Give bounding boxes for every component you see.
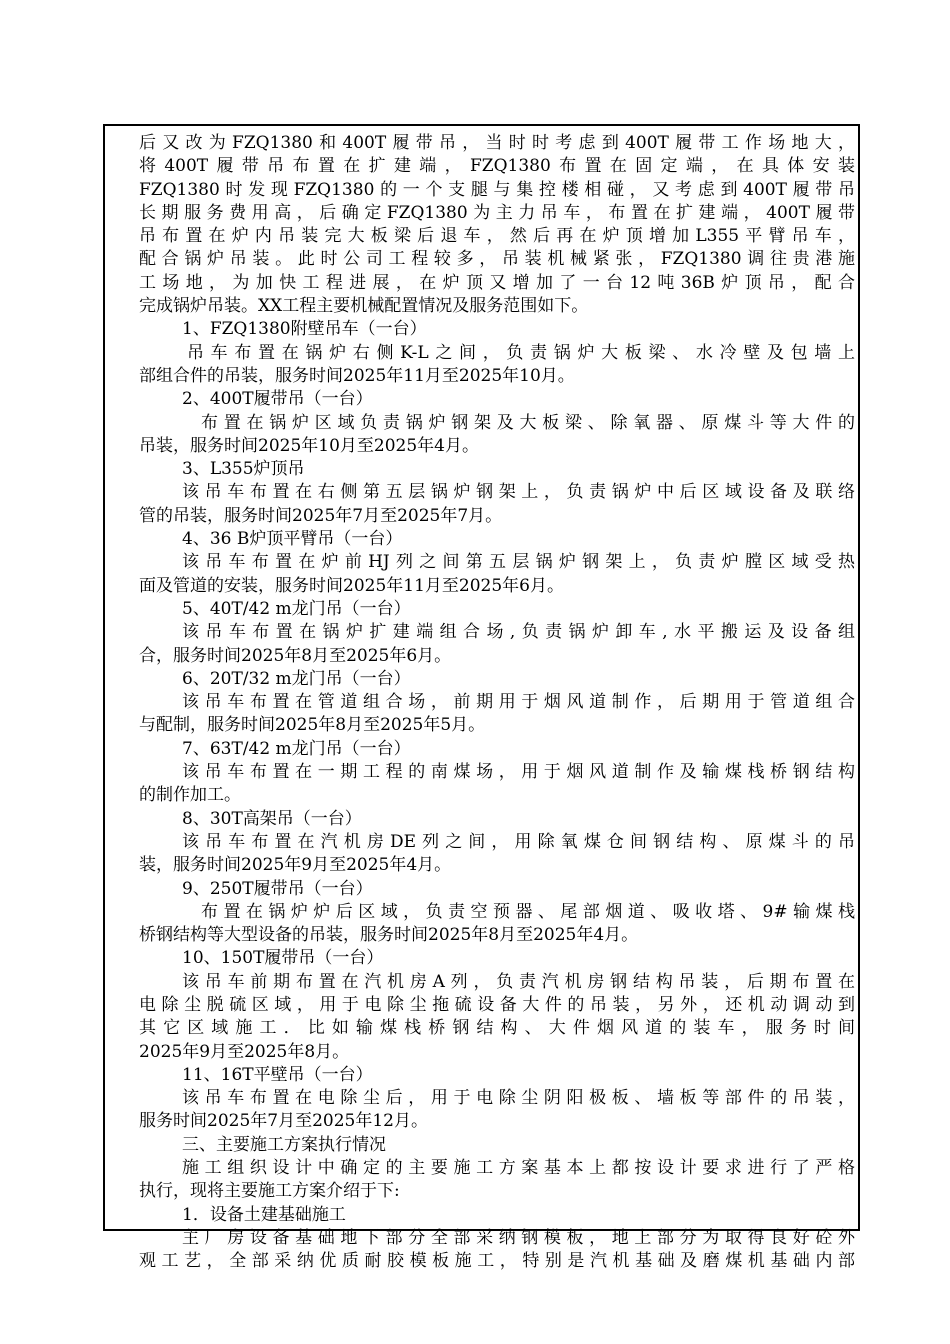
text-line: 该吊车布置在锅炉扩建端组合场,负责锅炉卸车,水平搬运及设备组 xyxy=(182,622,855,643)
text-line: 2025年9月至2025年8月。 xyxy=(139,1041,350,1062)
text-line: 施工组织设计中确定的主要施工方案基本上都按设计要求进行了严格 xyxy=(182,1158,855,1179)
text-line: 3、L355炉顶吊 xyxy=(182,459,305,480)
text-line: 三、主要施工方案执行情况 xyxy=(182,1134,386,1155)
text-line: 桥钢结构等大型设备的吊装，服务时间2025年8月至2025年4月。 xyxy=(139,925,639,946)
text-line: 9、250T履带吊（一台） xyxy=(182,878,373,899)
text-line: 部组合件的吊装，服务时间2025年11月至2025年10月。 xyxy=(139,365,575,386)
text-line: 工场地，为加快工程进展，在炉顶又增加了一台12吨36B炉顶吊，配合 xyxy=(139,272,855,293)
text-line: 观工艺，全部采纳优质耐胶模板施工，特别是汽机基础及磨煤机基础内部 xyxy=(139,1251,855,1272)
text-line: 合，服务时间2025年8月至2025年6月。 xyxy=(139,645,452,666)
text-line: 执行，现将主要施工方案介绍于下: xyxy=(139,1181,400,1202)
text-line: 完成锅炉吊装。XX工程主要机械配置情况及服务范围如下。 xyxy=(139,296,589,317)
text-line: 服务时间2025年7月至2025年12月。 xyxy=(139,1111,428,1132)
text-line: 电除尘脱硫区域，用于电除尘拖硫设备大件的吊装，另外，还机动调动到 xyxy=(139,994,855,1015)
text-line: 其它区域施工．比如输煤栈桥钢结构、大件烟风道的装车，服务时间 xyxy=(139,1018,855,1039)
text-line: 主厂房设备基础地下部分全部采纳钢模板，地上部分为取得良好砼外 xyxy=(182,1227,855,1248)
text-line: 装，服务时间2025年9月至2025年4月。 xyxy=(139,855,452,876)
text-line: 吊布置在炉内吊装完大板梁后退车，然后再在炉顶增加L355平臂吊车， xyxy=(139,226,855,247)
text-line: 后又改为FZQ1380和400T履带吊，当时时考虑到400T履带工作场地大， xyxy=(139,133,855,153)
text-line: 与配制，服务时间2025年8月至2025年5月。 xyxy=(139,715,486,736)
text-line: 配合锅炉吊装。此时公司工程较多，吊装机械紧张，FZQ1380调往贵港施 xyxy=(139,249,855,270)
text-line: 该吊车布置在电除尘后，用于电除尘阴阳极板、墙板等部件的吊装， xyxy=(182,1088,855,1109)
text-line: 将400T履带吊布置在扩建端，FZQ1380布置在固定端，在具体安装 xyxy=(139,156,855,177)
text-line: 2、400T履带吊（一台） xyxy=(182,389,373,410)
text-line: 该吊车布置在右侧第五层锅炉钢架上，负责锅炉中后区域设备及联络 xyxy=(182,482,855,503)
text-line: 11、16T平壁吊（一台） xyxy=(182,1064,373,1085)
document-frame xyxy=(103,124,860,1272)
text-line: 长期服务费用高，后确定FZQ1380为主力吊车，布置在扩建端，400T履带 xyxy=(139,202,855,223)
text-line: 4、36 B炉顶平臂吊（一台） xyxy=(182,529,403,550)
text-line: 面及管道的安装，服务时间2025年11月至2025年6月。 xyxy=(139,575,564,596)
text-line: 10、150T履带吊（一台） xyxy=(182,948,384,969)
text-line: 布置在锅炉区域负责锅炉钢架及大板梁、除氧器、原煤斗等大件的 xyxy=(201,412,855,433)
text-line: 该吊车布置在炉前HJ列之间第五层锅炉钢架上，负责炉膛区域受热 xyxy=(182,552,855,573)
text-line: 7、63T/42 m龙门吊（一台） xyxy=(182,738,411,759)
text-line: 的制作加工。 xyxy=(139,785,241,806)
text-line: 该吊车布置在一期工程的南煤场，用于烟风道制作及输煤栈桥钢结构 xyxy=(182,762,855,783)
text-line: 吊车布置在锅炉右侧K-L之间，负责锅炉大板梁、水冷壁及包墙上 xyxy=(187,342,855,363)
text-line: 5、40T/42 m龙门吊（一台） xyxy=(182,598,411,619)
text-line: 该吊车布置在管道组合场，前期用于烟风道制作，后期用于管道组合 xyxy=(182,692,855,713)
text-line: 8、30T高架吊（一台） xyxy=(182,808,362,829)
text-line: FZQ1380时发现FZQ1380的一个支腿与集控楼相碰，又考虑到400T履带吊 xyxy=(139,179,855,200)
text-line: 布置在锅炉炉后区域，负责空预器、尾部烟道、吸收塔、9#输煤栈 xyxy=(201,901,855,922)
text-line: 吊装，服务时间2025年10月至2025年4月。 xyxy=(139,435,479,456)
text-line: 1．设备土建基础施工 xyxy=(182,1204,346,1225)
text-line: 该吊车布置在汽机房DE列之间，用除氧煤仓间钢结构、原煤斗的吊 xyxy=(182,831,855,852)
text-line: 管的吊装，服务时间2025年7月至2025年7月。 xyxy=(139,505,503,526)
text-line: 1、FZQ1380附壁吊车（一台） xyxy=(182,319,427,340)
text-line: 6、20T/32 m龙门吊（一台） xyxy=(182,668,411,689)
document-body xyxy=(139,132,855,1274)
text-line: 该吊车前期布置在汽机房A列，负责汽机房钢结构吊装，后期布置在 xyxy=(182,971,855,992)
